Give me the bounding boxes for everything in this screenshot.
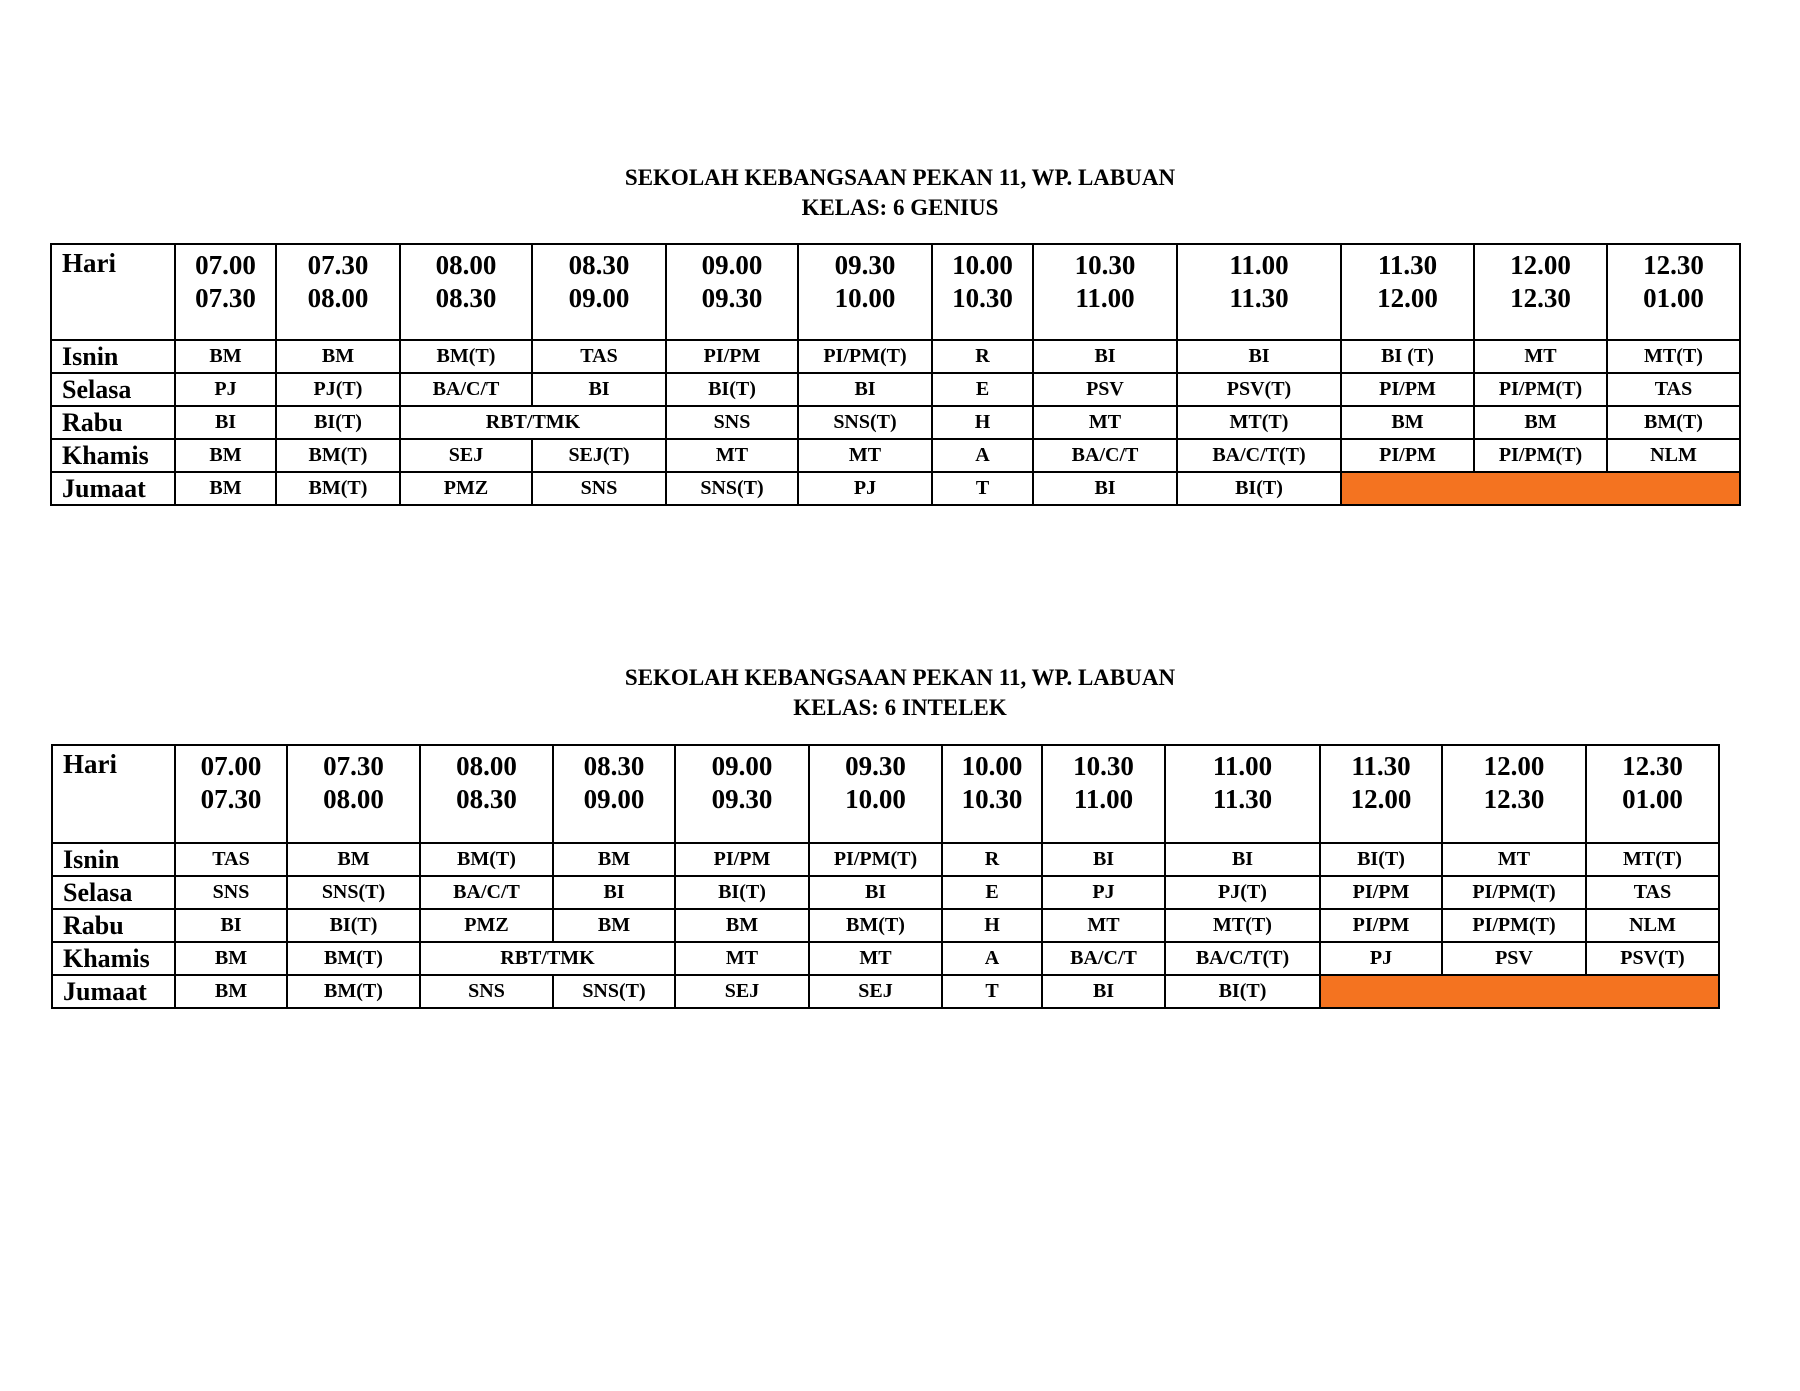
subject-cell: BM	[675, 909, 809, 942]
subject-cell: TAS	[532, 340, 666, 373]
table-row	[51, 340, 1740, 373]
subject-cell: PJ(T)	[276, 373, 400, 406]
subject-cell: BM(T)	[276, 439, 400, 472]
subject-cell: PSV	[1442, 942, 1586, 975]
subject-cell-merged: RBT/TMK	[400, 406, 666, 439]
subject-cell: PJ	[1042, 876, 1165, 909]
slot-header: 09.30 10.00	[798, 244, 932, 340]
day-label: Rabu	[51, 406, 175, 439]
subject-cell: MT	[1442, 843, 1586, 876]
timetable-6-intelek	[51, 744, 1720, 1009]
subject-cell: SNS	[532, 472, 666, 505]
subject-cell: BI (T)	[1341, 340, 1474, 373]
timetable-6-genius	[50, 243, 1741, 506]
subject-cell: SEJ	[675, 975, 809, 1008]
day-header: Hari	[51, 244, 175, 340]
day-label: Khamis	[51, 439, 175, 472]
slot-header: 12.30 01.00	[1607, 244, 1740, 340]
subject-cell: PI/PM(T)	[1442, 876, 1586, 909]
schedule-title-genius	[0, 163, 1800, 223]
subject-cell: R	[932, 340, 1033, 373]
subject-cell: BA/C/T(T)	[1165, 942, 1320, 975]
slot-header: 07.30 08.00	[287, 745, 420, 843]
subject-cell: MT(T)	[1607, 340, 1740, 373]
subject-cell: BI	[175, 909, 287, 942]
slot-header: 07.00 07.30	[175, 745, 287, 843]
subject-cell: PI/PM(T)	[1442, 909, 1586, 942]
subject-cell: BA/C/T	[400, 373, 532, 406]
slot-header: 11.30 12.00	[1320, 745, 1442, 843]
slot-header: 08.30 09.00	[532, 244, 666, 340]
subject-cell: BA/C/T	[1033, 439, 1177, 472]
subject-cell: PI/PM(T)	[1474, 373, 1607, 406]
subject-cell: BM	[175, 942, 287, 975]
subject-cell: PJ	[798, 472, 932, 505]
subject-cell: MT	[675, 942, 809, 975]
table-row	[51, 406, 1740, 439]
subject-cell: BA/C/T(T)	[1177, 439, 1341, 472]
subject-cell: BM(T)	[420, 843, 553, 876]
subject-cell: BA/C/T	[420, 876, 553, 909]
slot-header: 11.00 11.30	[1165, 745, 1320, 843]
slot-header: 09.00 09.30	[666, 244, 798, 340]
subject-cell: BM	[175, 340, 276, 373]
slot-header: 08.30 09.00	[553, 745, 675, 843]
subject-cell: BI	[1033, 472, 1177, 505]
subject-cell: T	[942, 975, 1042, 1008]
subject-cell: SNS	[666, 406, 798, 439]
subject-cell: BM	[276, 340, 400, 373]
day-label: Rabu	[52, 909, 175, 942]
subject-cell: BM	[175, 472, 276, 505]
subject-cell: H	[942, 909, 1042, 942]
subject-cell: BI(T)	[1165, 975, 1320, 1008]
subject-cell: E	[932, 373, 1033, 406]
header-row	[52, 745, 1719, 843]
subject-cell: BI	[1042, 843, 1165, 876]
subject-cell: PJ	[175, 373, 276, 406]
subject-cell: MT	[1042, 909, 1165, 942]
slot-header: 09.30 10.00	[809, 745, 942, 843]
slot-header: 09.00 09.30	[675, 745, 809, 843]
subject-cell: SNS(T)	[798, 406, 932, 439]
slot-header: 10.30 11.00	[1042, 745, 1165, 843]
subject-cell: BM(T)	[1607, 406, 1740, 439]
day-label: Isnin	[51, 340, 175, 373]
subject-cell: BI(T)	[1320, 843, 1442, 876]
subject-cell: BM	[1341, 406, 1474, 439]
subject-cell: BM(T)	[809, 909, 942, 942]
subject-cell: BI	[809, 876, 942, 909]
day-header: Hari	[52, 745, 175, 843]
day-label: Jumaat	[51, 472, 175, 505]
table-row	[51, 439, 1740, 472]
subject-cell: BI	[1165, 843, 1320, 876]
subject-cell: PI/PM(T)	[1474, 439, 1607, 472]
subject-cell: SNS(T)	[287, 876, 420, 909]
subject-cell: TAS	[1607, 373, 1740, 406]
subject-cell: E	[942, 876, 1042, 909]
slot-header: 10.30 11.00	[1033, 244, 1177, 340]
slot-header: 12.30 01.00	[1586, 745, 1719, 843]
subject-cell: PI/PM	[1320, 909, 1442, 942]
subject-cell: PJ	[1320, 942, 1442, 975]
subject-cell: PI/PM	[675, 843, 809, 876]
subject-cell: BI	[532, 373, 666, 406]
subject-cell: NLM	[1586, 909, 1719, 942]
subject-cell: PJ(T)	[1165, 876, 1320, 909]
subject-cell: PSV(T)	[1586, 942, 1719, 975]
subject-cell: BM(T)	[287, 975, 420, 1008]
subject-cell: SEJ	[809, 975, 942, 1008]
slot-header: 11.00 11.30	[1177, 244, 1341, 340]
subject-cell: MT	[809, 942, 942, 975]
blocked-cell	[1341, 472, 1740, 505]
subject-cell: SNS	[420, 975, 553, 1008]
subject-cell: MT(T)	[1165, 909, 1320, 942]
subject-cell: TAS	[175, 843, 287, 876]
subject-cell: MT	[798, 439, 932, 472]
slot-header: 08.00 08.30	[420, 745, 553, 843]
subject-cell: PMZ	[420, 909, 553, 942]
slot-header: 11.30 12.00	[1341, 244, 1474, 340]
table-row	[52, 843, 1719, 876]
day-label: Selasa	[52, 876, 175, 909]
subject-cell: TAS	[1586, 876, 1719, 909]
subject-cell: BI	[798, 373, 932, 406]
subject-cell: BI(T)	[287, 909, 420, 942]
school-name: SEKOLAH KEBANGSAAN PEKAN 11, WP. LABUAN	[624, 165, 1176, 190]
slot-header: 12.00 12.30	[1442, 745, 1586, 843]
subject-cell: SEJ	[400, 439, 532, 472]
subject-cell: MT	[1474, 340, 1607, 373]
schedule-title-intelek	[0, 663, 1800, 723]
subject-cell: MT(T)	[1586, 843, 1719, 876]
table-row	[52, 942, 1719, 975]
subject-cell: PI/PM	[1341, 373, 1474, 406]
subject-cell: PSV(T)	[1177, 373, 1341, 406]
subject-cell: BI(T)	[1177, 472, 1341, 505]
subject-cell: MT	[666, 439, 798, 472]
subject-cell: BM	[553, 843, 675, 876]
day-label: Isnin	[52, 843, 175, 876]
table-row	[52, 909, 1719, 942]
blocked-cell	[1320, 975, 1719, 1008]
subject-cell: T	[932, 472, 1033, 505]
table-row	[52, 876, 1719, 909]
header-row	[51, 244, 1740, 340]
subject-cell: BI(T)	[666, 373, 798, 406]
slot-header: 07.30 08.00	[276, 244, 400, 340]
subject-cell: MT	[1033, 406, 1177, 439]
subject-cell: A	[942, 942, 1042, 975]
subject-cell: PSV	[1033, 373, 1177, 406]
class-name: KELAS: 6 INTELEK	[793, 695, 1007, 720]
subject-cell: A	[932, 439, 1033, 472]
slot-header: 10.00 10.30	[932, 244, 1033, 340]
subject-cell: SNS	[175, 876, 287, 909]
subject-cell: MT(T)	[1177, 406, 1341, 439]
subject-cell: BI	[553, 876, 675, 909]
subject-cell: BI(T)	[675, 876, 809, 909]
subject-cell: PI/PM	[1341, 439, 1474, 472]
subject-cell: PI/PM	[1320, 876, 1442, 909]
table-row	[51, 373, 1740, 406]
subject-cell: BM(T)	[276, 472, 400, 505]
subject-cell: BM(T)	[287, 942, 420, 975]
subject-cell: BM(T)	[400, 340, 532, 373]
subject-cell: BI(T)	[276, 406, 400, 439]
subject-cell: BA/C/T	[1042, 942, 1165, 975]
subject-cell: PMZ	[400, 472, 532, 505]
table-row	[51, 472, 1740, 505]
slot-header: 08.00 08.30	[400, 244, 532, 340]
subject-cell: SNS(T)	[666, 472, 798, 505]
slot-header: 12.00 12.30	[1474, 244, 1607, 340]
subject-cell: PI/PM(T)	[809, 843, 942, 876]
subject-cell-merged: RBT/TMK	[420, 942, 675, 975]
subject-cell: BM	[1474, 406, 1607, 439]
class-name: KELAS: 6 GENIUS	[801, 195, 999, 220]
subject-cell: PI/PM(T)	[798, 340, 932, 373]
slot-header: 10.00 10.30	[942, 745, 1042, 843]
subject-cell: NLM	[1607, 439, 1740, 472]
slot-header: 07.00 07.30	[175, 244, 276, 340]
school-name: SEKOLAH KEBANGSAAN PEKAN 11, WP. LABUAN	[624, 665, 1176, 690]
subject-cell: H	[932, 406, 1033, 439]
subject-cell: BI	[1042, 975, 1165, 1008]
subject-cell: SNS(T)	[553, 975, 675, 1008]
day-label: Selasa	[51, 373, 175, 406]
subject-cell: R	[942, 843, 1042, 876]
subject-cell: BM	[175, 439, 276, 472]
day-label: Khamis	[52, 942, 175, 975]
day-label: Jumaat	[52, 975, 175, 1008]
subject-cell: PI/PM	[666, 340, 798, 373]
subject-cell: BI	[1033, 340, 1177, 373]
table-row	[52, 975, 1719, 1008]
subject-cell: SEJ(T)	[532, 439, 666, 472]
subject-cell: BI	[175, 406, 276, 439]
subject-cell: BM	[175, 975, 287, 1008]
subject-cell: BM	[553, 909, 675, 942]
subject-cell: BM	[287, 843, 420, 876]
subject-cell: BI	[1177, 340, 1341, 373]
